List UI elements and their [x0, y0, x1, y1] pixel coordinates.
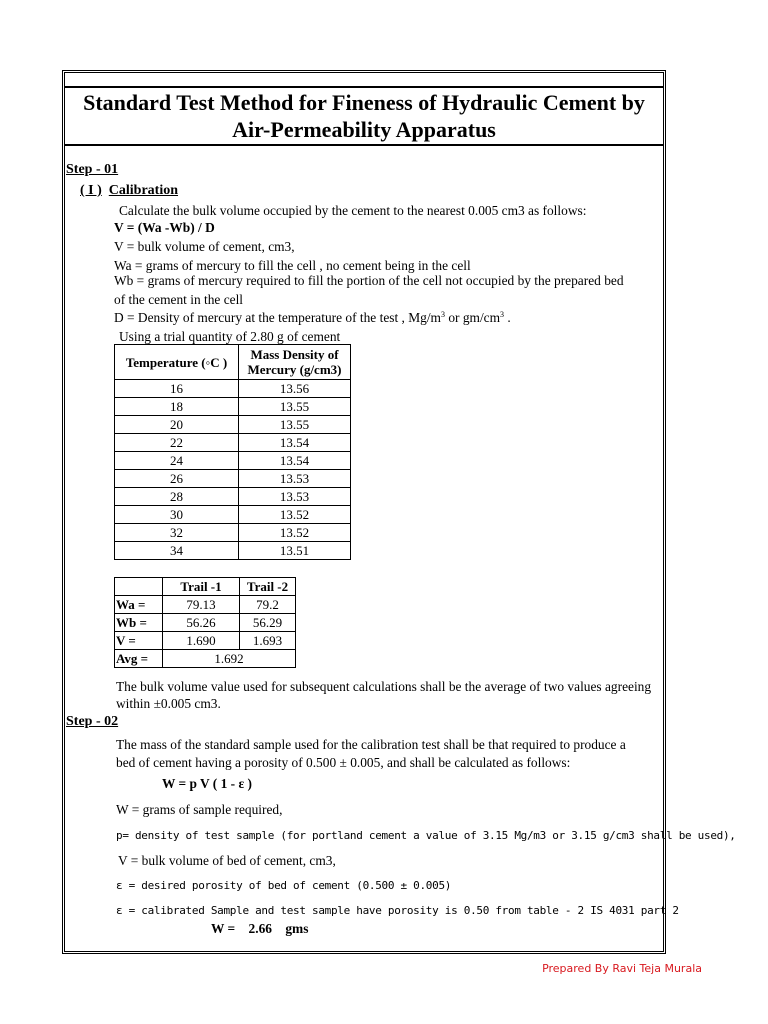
density-value: 13.52 [239, 524, 351, 542]
density-value: 13.54 [239, 434, 351, 452]
density-temp: 26 [115, 470, 239, 488]
footer-credit: Prepared By Ravi Teja Murala [542, 962, 702, 975]
trial-label-wa: Wa = [115, 596, 163, 614]
trial-v-2: 1.693 [240, 632, 296, 650]
density-temp: 32 [115, 524, 239, 542]
density-value: 13.52 [239, 506, 351, 524]
def-d-sup1: 3 [440, 310, 445, 319]
page-title: Standard Test Method for Fineness of Hydraulic Cement by Air-Permeability Apparatus [83, 90, 645, 142]
trial-wb-2: 56.29 [240, 614, 296, 632]
density-header-mass-line2: Mercury (g/cm3) [247, 362, 342, 377]
density-row [115, 398, 351, 416]
density-row [115, 524, 351, 542]
density-temp: 34 [115, 542, 239, 560]
trial-wa-1: 79.13 [163, 596, 240, 614]
result-label: W = [211, 921, 236, 936]
trial-row-avg [115, 650, 296, 668]
density-temp: 30 [115, 506, 239, 524]
density-row [115, 434, 351, 452]
density-temp: 22 [115, 434, 239, 452]
trial-v-1: 1.690 [163, 632, 240, 650]
density-temp: 28 [115, 488, 239, 506]
result-unit: gms [285, 921, 309, 936]
def-wb-1: Wb = grams of mercury required to fill the portion of the cell not occupied by the prepared bed [114, 273, 624, 288]
density-row [115, 470, 351, 488]
def-d [114, 310, 511, 326]
density-value: 13.53 [239, 470, 351, 488]
density-row [115, 416, 351, 434]
density-value: 13.56 [239, 380, 351, 398]
trial-row-wa [115, 596, 296, 614]
density-row [115, 452, 351, 470]
trial-header-blank [115, 578, 163, 596]
def-v: V = bulk volume of cement, cm3, [114, 239, 295, 254]
trial-header-row [115, 578, 296, 596]
trial-row-wb [115, 614, 296, 632]
step2-def-v: V = bulk volume of bed of cement, cm3, [118, 853, 336, 868]
trial-note: Using a trial quantity of 2.80 g of cement [119, 329, 341, 344]
step1-formula: V = (Wa -Wb) / D [114, 220, 215, 235]
def-wa: Wa = grams of mercury to fill the cell , no cement being in the cell [114, 258, 471, 273]
step2-def-e2: ε = calibrated Sample and test sample have porosity is 0.50 from table - 2 IS 4031 part 2 [116, 904, 679, 917]
bulk-note-1: The bulk volume value used for subsequent calculations shall be the average of two values agreeing [116, 679, 652, 694]
step2-def-p: p= density of test sample (for portland cement a value of 3.15 Mg/m3 or 3.15 g/cm3 shall be used), [116, 829, 736, 842]
trial-wa-2: 79.2 [240, 596, 296, 614]
density-value: 13.54 [239, 452, 351, 470]
step2-p1-line1: The mass of the standard sample used for the calibration test shall be that required to produce a [116, 737, 626, 752]
step1-heading: Step - 01 [66, 162, 119, 177]
trial-label-avg: Avg = [115, 650, 163, 668]
trial-header-1: Trail -1 [163, 578, 240, 596]
density-value: 13.55 [239, 416, 351, 434]
bulk-note-2: within ±0.005 cm3. [116, 696, 221, 711]
def-d-mid: or gm/cm [444, 310, 501, 325]
density-temp: 24 [115, 452, 239, 470]
step2-p1-line2: bed of cement having a porosity of 0.500 ± 0.005, and shall be calculated as follows: [116, 755, 571, 770]
density-table-body [115, 380, 351, 560]
trial-table [114, 577, 296, 668]
result-value: 2.66 [248, 921, 272, 936]
density-table-header [115, 345, 351, 380]
density-value: 13.51 [239, 542, 351, 560]
step2-heading: Step - 02 [66, 714, 119, 729]
density-header-mass [239, 345, 351, 380]
trial-avg-value: 1.692 [163, 650, 296, 668]
density-row [115, 506, 351, 524]
trial-wb-1: 56.26 [163, 614, 240, 632]
step1-intro: Calculate the bulk volume occupied by the cement to the nearest 0.005 cm3 as follows: [119, 203, 587, 218]
density-value: 13.55 [239, 398, 351, 416]
step1-sub-num: ( I ) [80, 183, 102, 198]
density-row [115, 380, 351, 398]
density-header-temperature: Temperature (◦C ) [115, 345, 239, 380]
trial-header-2: Trail -2 [240, 578, 296, 596]
density-temp: 18 [115, 398, 239, 416]
density-row [115, 488, 351, 506]
step2-def-w: W = grams of sample required, [116, 802, 283, 817]
trial-row-v [115, 632, 296, 650]
step1-sub-title: Calibration [108, 183, 179, 198]
density-row [115, 542, 351, 560]
step2-def-e1: ε = desired porosity of bed of cement (0.500 ± 0.005) [116, 879, 452, 892]
density-table [114, 344, 351, 560]
def-wb-2: of the cement in the cell [114, 292, 244, 307]
density-header-mass-line1: Mass Density of [250, 347, 339, 362]
def-d-text: D = Density of mercury at the temperature of the test , Mg/m [114, 310, 441, 325]
density-value: 13.53 [239, 488, 351, 506]
density-temp: 20 [115, 416, 239, 434]
density-temp: 16 [115, 380, 239, 398]
trial-label-wb: Wb = [115, 614, 163, 632]
step1-subheading [80, 183, 178, 199]
def-d-end: . [504, 310, 511, 325]
trial-label-v: V = [115, 632, 163, 650]
def-d-sup2: 3 [500, 310, 505, 319]
step2-result [211, 921, 308, 937]
step2-formula: W = p V ( 1 - ε ) [162, 776, 252, 791]
